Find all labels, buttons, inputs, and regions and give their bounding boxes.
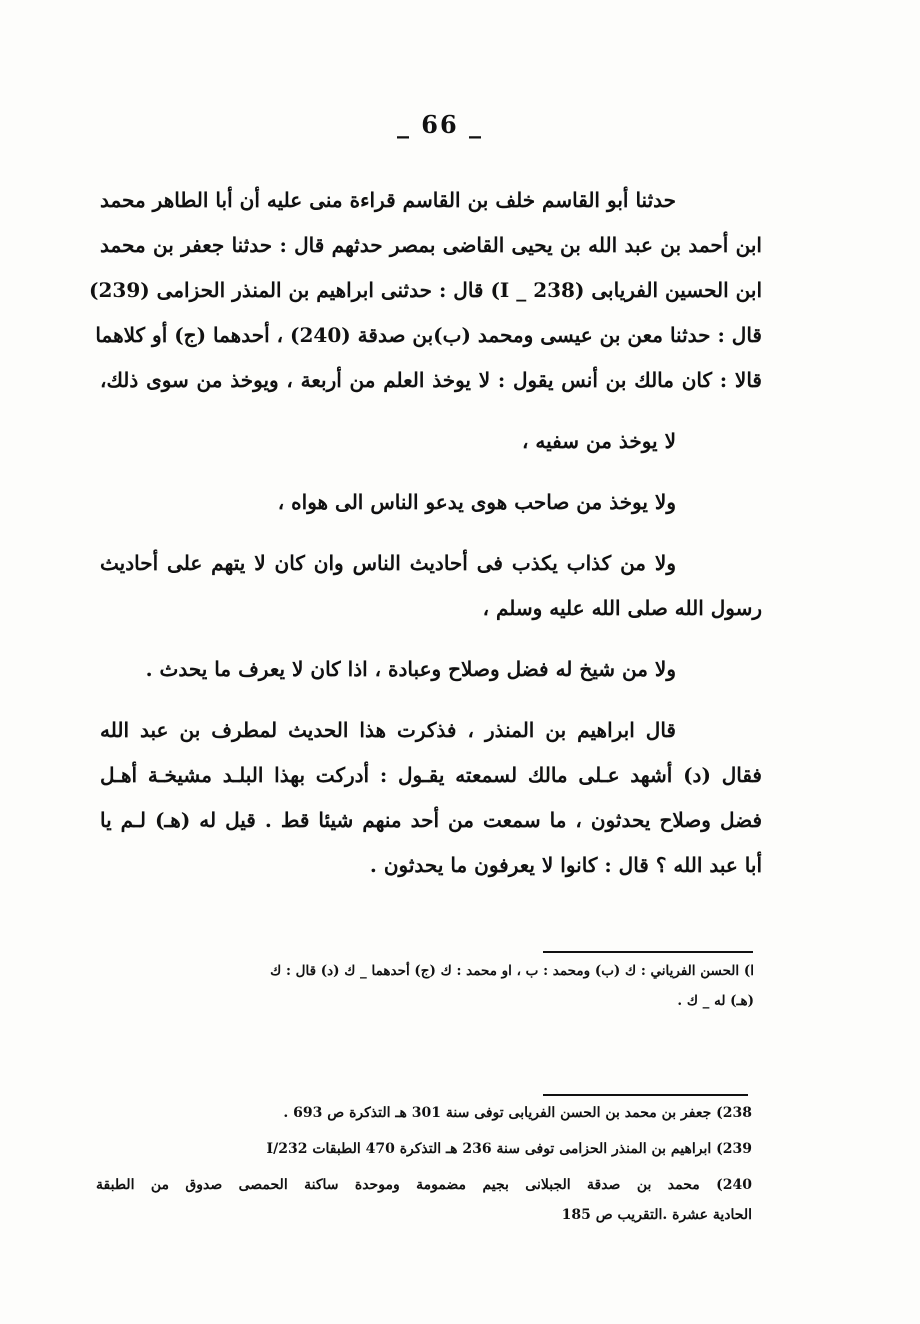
footnote-line: الحادية عشرة .التقريب ص 185 (561, 1207, 752, 1223)
text-line: ابن الحسين الفريابى (I _ 238) قال : حدثنى ابراهيم بن المنذر الحزامى (239) (89, 278, 762, 302)
text-line: فضل وصلاح يحدثون ، ما سمعت من أحد منهم شيئا قط . قيل له (هـ) لـم يا (100, 808, 762, 832)
text-line: قالا : كان مالك بن أنس يقول : لا يوخذ العلم من أربعة ، ويوخذ من سوى ذلك، (100, 368, 762, 392)
text-line: ولا من كذاب يكذب فى أحاديث الناس وان كان لا يتهم على أحاديث (100, 551, 676, 575)
text-line: رسول الله صلى الله عليه وسلم ، (482, 596, 762, 620)
text-line: فقال (د) أشهد عـلى مالك لسمعته يقـول : أدركت بهذا البلـد مشيخـة أهـل (100, 763, 762, 787)
footnote-divider (543, 951, 753, 953)
text-line: ابن أحمد بن عبد الله بن يحيى القاضى بمصر حدثهم قال : حدثنا جعفر بن محمد (100, 233, 762, 257)
text-line: قال ابراهيم بن المنذر ، فذكرت هذا الحديث لمطرف بن عبد الله (100, 718, 676, 742)
footnote-divider (543, 1094, 748, 1096)
text-line: أبا عبد الله ؟ قال : كانوا لا يعرفون ما يحدثون . (369, 853, 762, 877)
page-number: _ 66 _ (396, 110, 484, 139)
footnote-line: 240) محمد بن صدقة الجبلانى بجيم مضمومة وموحدة ساكنة الحمصى صدوق من الطبقة (96, 1177, 752, 1193)
main-text (89, 178, 762, 888)
text-line: ولا من شيخ له فضل وصلاح وعبادة ، اذا كان لا يعرف ما يحدث . (145, 657, 676, 681)
text-line: لا يوخذ من سفيه ، (521, 429, 676, 453)
variant-line: (هـ) له _ ك . (677, 993, 754, 1009)
variant-readings (104, 956, 754, 1016)
text-line: حدثنا أبو القاسم خلف بن القاسم قراءة منى عليه أن أبا الطاهر محمد (100, 188, 676, 212)
footnotes (96, 1098, 752, 1230)
footnote-line: 238) جعفر بن محمد بن الحسن الفريابى توفى سنة 301 هـ التذكرة ص 693 . (283, 1105, 752, 1121)
footnote-line: 239) ابراهيم بن المنذر الحزامى توفى سنة 236 هـ التذكرة 470 الطبقات 232/I (266, 1141, 752, 1157)
text-line: ولا يوخذ من صاحب هوى يدعو الناس الى هواه ، (277, 490, 676, 514)
variant-line: ا) الحسن الفرياني : ك (ب) ومحمد : ب ، او محمد : ك (ج) أحدهما _ ك (د) قال : ك (270, 963, 754, 979)
text-line: قال : حدثنا معن بن عيسى ومحمد (ب)بن صدقة (240) ، أحدهما (ج) أو كلاهما (95, 323, 762, 347)
